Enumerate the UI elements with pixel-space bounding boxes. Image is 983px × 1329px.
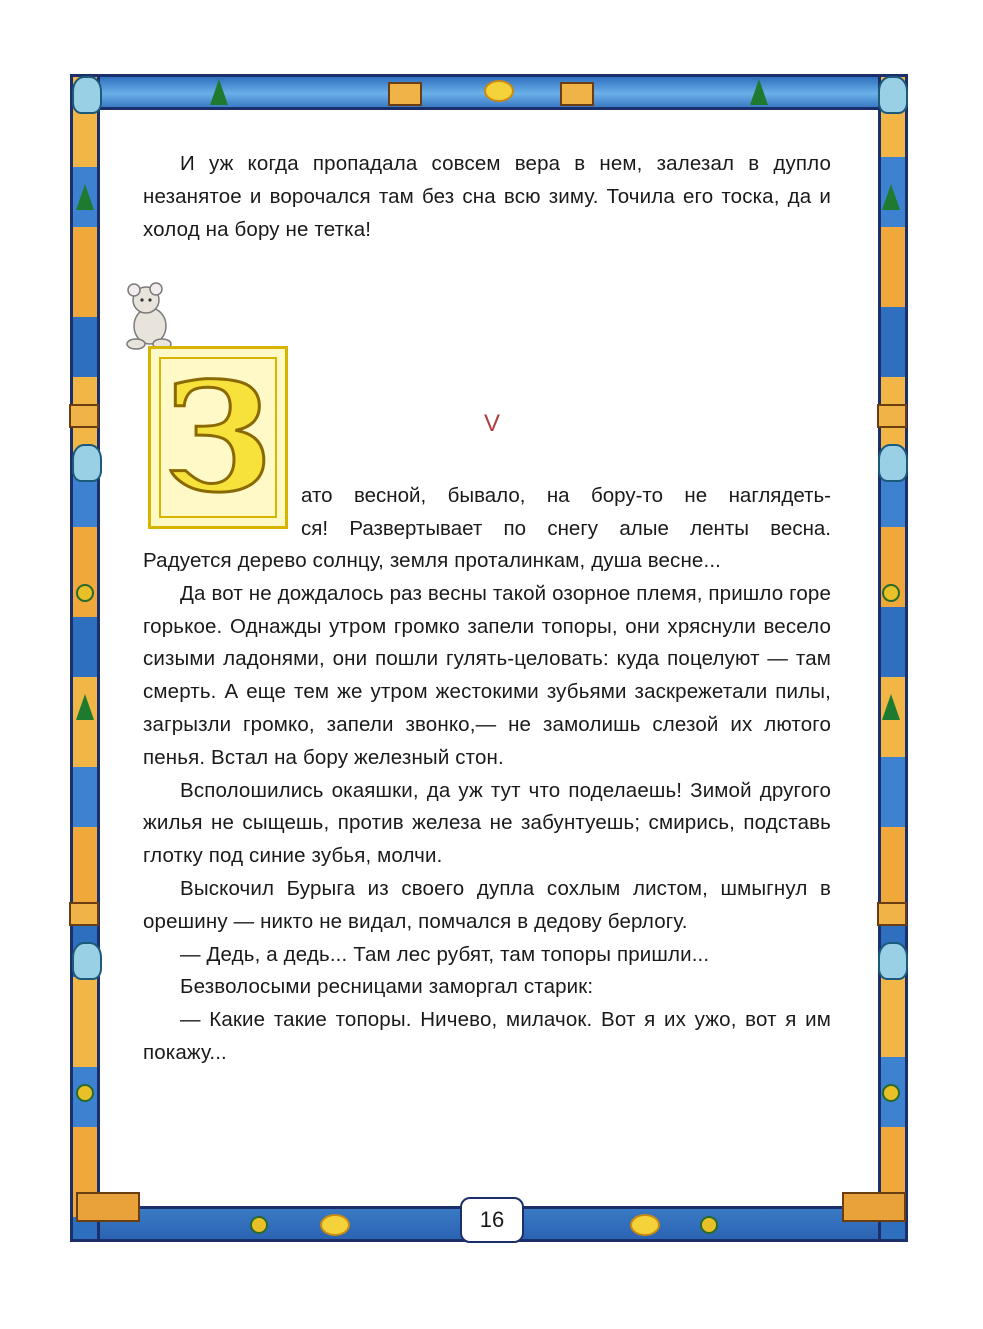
tree-icon (76, 694, 94, 720)
paragraph: Безволосыми ресницами заморгал старик: (180, 975, 594, 999)
paragraph: Да вот не дождалось раз весны такой озорное племя, пришло горе горькое. Однажды утром громко запели топоры, они хряснули весело сизыми ладонями, они пошли гулять-целовать: куда поцелуют — там смерть. А еще тем же утром жестокими зубьями заскрежетали пилы, загрызли громко, запели звонко,— не замолишь слезой их лютого пенья. Встал на бору железный стон. (143, 581, 831, 769)
drop-cap-line: ся! Развертывает по снегу алые ленты весна. (301, 516, 831, 540)
flower-icon (76, 584, 94, 602)
border-right (878, 74, 908, 1242)
tree-icon (76, 184, 94, 210)
house-icon (69, 404, 99, 428)
flower-icon (700, 1216, 718, 1234)
sun-icon (630, 1214, 660, 1236)
elephant-icon (72, 942, 102, 980)
tree-icon (750, 79, 768, 105)
chapter-number: V (484, 410, 501, 437)
paragraph: И уж когда пропадала совсем вера в нем, залезал в дупло незанятое и ворочался там без сна всю зиму. Точила его тоска, да и холод на бору не тетка! (143, 152, 831, 241)
house-icon (69, 902, 99, 926)
paragraph: Всполошились окаяшки, да уж тут что поделаешь! Зимой другого жилья не сыщешь, против железа не забунтуешь; смирись, подставь глотку под синие зубья, молчи. (143, 778, 831, 868)
tree-icon (882, 184, 900, 210)
house-icon (76, 1192, 140, 1222)
elephant-icon (72, 76, 102, 114)
elephant-icon (878, 444, 908, 482)
house-icon (388, 82, 422, 106)
house-icon (877, 404, 907, 428)
flower-icon (76, 1084, 94, 1102)
top-paragraph (143, 148, 831, 246)
drop-cap-letter: З (163, 349, 273, 526)
drop-cap (148, 346, 288, 529)
elephant-icon (878, 76, 908, 114)
body-text (143, 545, 831, 1070)
drop-cap-line: ато весной, бывало, на бору-то не наглядеть- (301, 484, 831, 507)
house-icon (842, 1192, 906, 1222)
tree-icon (882, 694, 900, 720)
elephant-icon (878, 942, 908, 980)
sun-icon (320, 1214, 350, 1236)
house-icon (560, 82, 594, 106)
house-icon (877, 902, 907, 926)
sun-icon (484, 80, 514, 102)
flower-icon (882, 584, 900, 602)
paragraph: Радуется дерево солнцу, земля проталинкам, душа весне... (143, 549, 722, 572)
paragraph: Выскочил Бурыга из своего дупла сохлым листом, шмыгнул в орешину — никто не видал, помчался в дедову берлогу. (143, 876, 831, 933)
paragraph: — Какие такие топоры. Ничево, милачок. Вот я их ужо, вот я им покажу... (143, 1008, 831, 1064)
flower-icon (250, 1216, 268, 1234)
drop-cap-text (301, 480, 831, 546)
page-number: 16 (460, 1197, 524, 1243)
tree-icon (210, 79, 228, 105)
paragraph: — Дедь, а дедь... Там лес рубят, там топоры пришли... (180, 942, 710, 966)
mouse-illustration (120, 282, 178, 350)
elephant-icon (72, 444, 102, 482)
flower-icon (882, 1084, 900, 1102)
border-left (70, 74, 100, 1242)
